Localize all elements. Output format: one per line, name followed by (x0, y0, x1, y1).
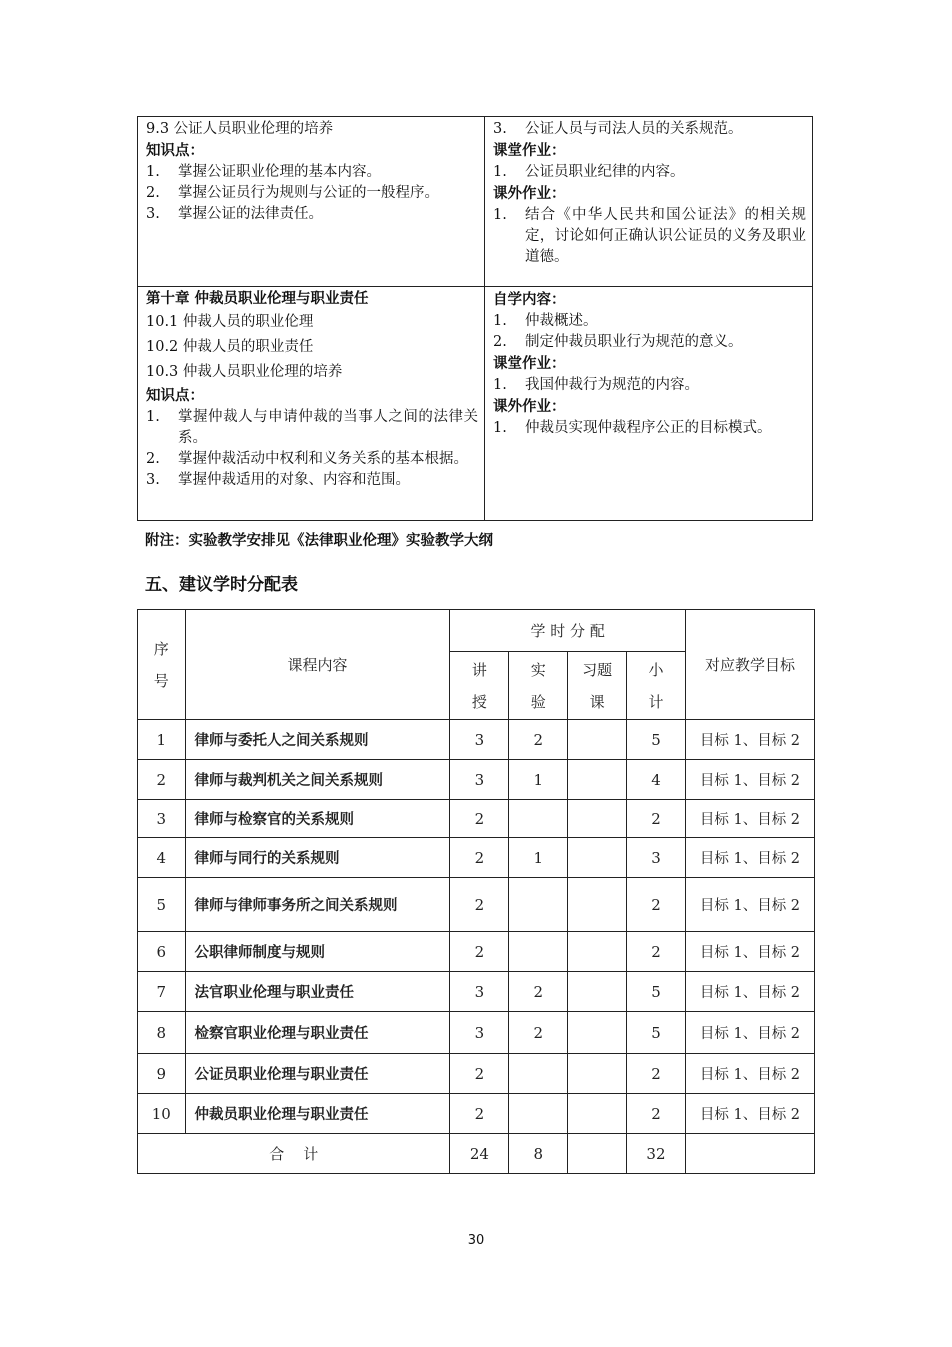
list-item-number: 1. (493, 207, 507, 223)
cell-exercise (568, 1094, 627, 1134)
syllabus-row (138, 287, 813, 521)
header-no: 序 号 (138, 610, 186, 720)
cell-exercise (568, 720, 627, 760)
total-subtotal: 32 (627, 1134, 686, 1174)
cell-exercise (568, 760, 627, 800)
header-lecture: 讲 授 (450, 652, 509, 720)
list-item (493, 418, 806, 439)
cell-exercise (568, 1012, 627, 1054)
header-subtotal: 小 计 (627, 652, 686, 720)
cell-goal: 目标 1、目标 2 (685, 720, 814, 760)
section-heading: 9.3 公证人员职业伦理的培养 (146, 121, 334, 137)
cell-no: 7 (138, 972, 186, 1012)
section-list (146, 310, 478, 385)
table-row (138, 878, 815, 932)
total-goal (685, 1134, 814, 1174)
list-item-text: 制定仲裁员职业行为规范的意义。 (525, 334, 743, 350)
cell-lecture: 3 (450, 760, 509, 800)
cell-content: 公职律师制度与规则 (185, 932, 450, 972)
cell-lab (509, 800, 568, 838)
cell-content: 律师与委托人之间关系规则 (185, 720, 450, 760)
classwork-list (493, 162, 806, 183)
cell-lecture: 3 (450, 972, 509, 1012)
knowledge-points-label: 知识点： (146, 388, 204, 404)
total-exercise (568, 1134, 627, 1174)
header-goal: 对应教学目标 (685, 610, 814, 720)
homework-label: 课外作业： (493, 186, 566, 202)
list-item-text: 掌握仲裁人与申请仲裁的当事人之间的法律关系。 (178, 409, 478, 446)
cell-subtotal: 2 (627, 1094, 686, 1134)
cell-lecture: 3 (450, 720, 509, 760)
list-item-text: 仲裁员实现仲裁程序公正的目标模式。 (525, 420, 772, 436)
row1-right-cell (485, 117, 813, 287)
table-row (138, 720, 815, 760)
section-title: 五、建议学时分配表 (145, 575, 298, 595)
cell-content: 律师与同行的关系规则 (185, 838, 450, 878)
syllabus-row (138, 117, 813, 287)
header-exercise: 习题 课 (568, 652, 627, 720)
list-item-number: 1. (146, 164, 160, 180)
cell-goal: 目标 1、目标 2 (685, 878, 814, 932)
cell-lab: 2 (509, 972, 568, 1012)
cell-lecture: 2 (450, 932, 509, 972)
list-item-number: 3. (146, 206, 160, 222)
cell-exercise (568, 838, 627, 878)
cell-content: 公证员职业伦理与职业责任 (185, 1054, 450, 1094)
cell-goal: 目标 1、目标 2 (685, 1054, 814, 1094)
list-item (146, 449, 478, 470)
table-row (138, 1054, 815, 1094)
list-item (146, 470, 478, 491)
hours-table (137, 609, 815, 1174)
cell-subtotal: 5 (627, 972, 686, 1012)
cell-subtotal: 2 (627, 1054, 686, 1094)
header-lab: 实 验 (509, 652, 568, 720)
cell-content: 检察官职业伦理与职业责任 (185, 1012, 450, 1054)
cell-lab (509, 878, 568, 932)
chapter-title: 第十章 仲裁员职业伦理与职业责任 (146, 291, 369, 307)
cell-lecture: 2 (450, 800, 509, 838)
list-item-text: 掌握仲裁活动中权利和义务关系的基本根据。 (178, 451, 468, 467)
table-row (138, 1012, 815, 1054)
page-number: 30 (467, 1233, 485, 1248)
list-item (493, 205, 806, 268)
cell-content: 法官职业伦理与职业责任 (185, 972, 450, 1012)
cell-no: 6 (138, 932, 186, 972)
list-item-text: 我国仲裁行为规范的内容。 (525, 377, 699, 393)
cell-lab: 1 (509, 760, 568, 800)
section-item: 10.3 仲裁人员职业伦理的培养 (146, 364, 343, 380)
list-item-number: 1. (146, 409, 160, 425)
cell-exercise (568, 932, 627, 972)
list-item (146, 204, 478, 225)
cell-no: 2 (138, 760, 186, 800)
cell-lecture: 2 (450, 1094, 509, 1134)
classwork-label: 课堂作业： (493, 356, 566, 372)
list-item-text: 结合《中华人民共和国公证法》的相关规定，讨论如何正确认识公证员的义务及职业道德。 (525, 207, 806, 265)
table-row (138, 800, 815, 838)
cell-subtotal: 5 (627, 1012, 686, 1054)
cell-no: 3 (138, 800, 186, 838)
cell-lab (509, 932, 568, 972)
total-row (138, 1134, 815, 1174)
list-item-text: 掌握公证的法律责任。 (178, 206, 323, 222)
cell-lecture: 3 (450, 1012, 509, 1054)
list-item (146, 162, 478, 183)
list-item-text: 公证员职业纪律的内容。 (525, 164, 685, 180)
table-row (138, 760, 815, 800)
header-hours-group: 学 时 分 配 (450, 610, 685, 652)
list-item-number: 2. (146, 451, 160, 467)
cell-lab (509, 1054, 568, 1094)
cell-no: 10 (138, 1094, 186, 1134)
total-lecture: 24 (450, 1134, 509, 1174)
list-item (493, 162, 806, 183)
cell-lab: 2 (509, 720, 568, 760)
cell-content: 仲裁员职业伦理与职业责任 (185, 1094, 450, 1134)
cell-goal: 目标 1、目标 2 (685, 1094, 814, 1134)
cell-subtotal: 3 (627, 838, 686, 878)
cell-subtotal: 2 (627, 800, 686, 838)
cell-subtotal: 4 (627, 760, 686, 800)
cell-exercise (568, 1054, 627, 1094)
list-item (493, 375, 806, 396)
list-item-number: 3. (146, 472, 160, 488)
row2-right-cell (485, 287, 813, 521)
table-row (138, 972, 815, 1012)
classwork-list (493, 375, 806, 396)
homework-list (493, 205, 806, 268)
header-row (138, 610, 815, 652)
cell-no: 8 (138, 1012, 186, 1054)
cell-goal: 目标 1、目标 2 (685, 972, 814, 1012)
homework-label: 课外作业： (493, 399, 566, 415)
list-item-number: 2. (146, 185, 160, 201)
table-row (138, 1094, 815, 1134)
knowledge-points-label: 知识点： (146, 143, 204, 159)
list-item-number: 1. (493, 164, 507, 180)
cell-exercise (568, 972, 627, 1012)
cell-subtotal: 2 (627, 878, 686, 932)
cell-goal: 目标 1、目标 2 (685, 932, 814, 972)
appendix-note: 附注：实验教学安排见《法律职业伦理》实验教学大纲 (145, 533, 493, 549)
self-study-list (493, 311, 806, 353)
cell-goal: 目标 1、目标 2 (685, 838, 814, 878)
list-item-number: 1. (493, 420, 507, 436)
cell-no: 5 (138, 878, 186, 932)
list-item (493, 332, 806, 353)
list-item (146, 407, 478, 449)
list-item-text: 掌握公证职业伦理的基本内容。 (178, 164, 381, 180)
list-item-text: 仲裁概述。 (525, 313, 598, 329)
cell-lab: 1 (509, 838, 568, 878)
cell-lab (509, 1094, 568, 1134)
table-row (138, 932, 815, 972)
cell-content: 律师与裁判机关之间关系规则 (185, 760, 450, 800)
cell-no: 1 (138, 720, 186, 760)
section-item: 10.2 仲裁人员的职业责任 (146, 339, 314, 355)
self-study-label: 自学内容： (493, 292, 566, 308)
list-item-text: 掌握公证员行为规则与公证的一般程序。 (178, 185, 439, 201)
classwork-label: 课堂作业： (493, 143, 566, 159)
cell-lecture: 2 (450, 838, 509, 878)
cell-lab: 2 (509, 1012, 568, 1054)
knowledge-points-list (146, 162, 478, 225)
total-label: 合 计 (138, 1134, 450, 1174)
cell-exercise (568, 800, 627, 838)
header-content: 课程内容 (185, 610, 450, 720)
row2-left-cell (138, 287, 485, 521)
list-item-number: 1. (493, 313, 507, 329)
row1-left-cell (138, 117, 485, 287)
cell-goal: 目标 1、目标 2 (685, 1012, 814, 1054)
section-item: 10.1 仲裁人员的职业伦理 (146, 314, 314, 330)
cell-goal: 目标 1、目标 2 (685, 760, 814, 800)
list-item-number: 2. (493, 334, 507, 350)
cell-subtotal: 2 (627, 932, 686, 972)
cell-no: 9 (138, 1054, 186, 1094)
table-row (138, 838, 815, 878)
list-item (493, 311, 806, 332)
list-item-text: 掌握仲裁适用的对象、内容和范围。 (178, 472, 410, 488)
cell-content: 律师与律师事务所之间关系规则 (185, 878, 450, 932)
cell-exercise (568, 878, 627, 932)
knowledge-points-list (146, 407, 478, 491)
list-item (146, 183, 478, 204)
cell-lecture: 2 (450, 878, 509, 932)
cell-goal: 目标 1、目标 2 (685, 800, 814, 838)
list-item-number: 1. (493, 377, 507, 393)
homework-list (493, 418, 806, 439)
cell-content: 律师与检察官的关系规则 (185, 800, 450, 838)
cell-lecture: 2 (450, 1054, 509, 1094)
cell-subtotal: 5 (627, 720, 686, 760)
cell-no: 4 (138, 838, 186, 878)
list-item: 3. 公证人员与司法人员的关系规范。 (493, 121, 743, 137)
total-lab: 8 (509, 1134, 568, 1174)
syllabus-table (137, 116, 813, 521)
